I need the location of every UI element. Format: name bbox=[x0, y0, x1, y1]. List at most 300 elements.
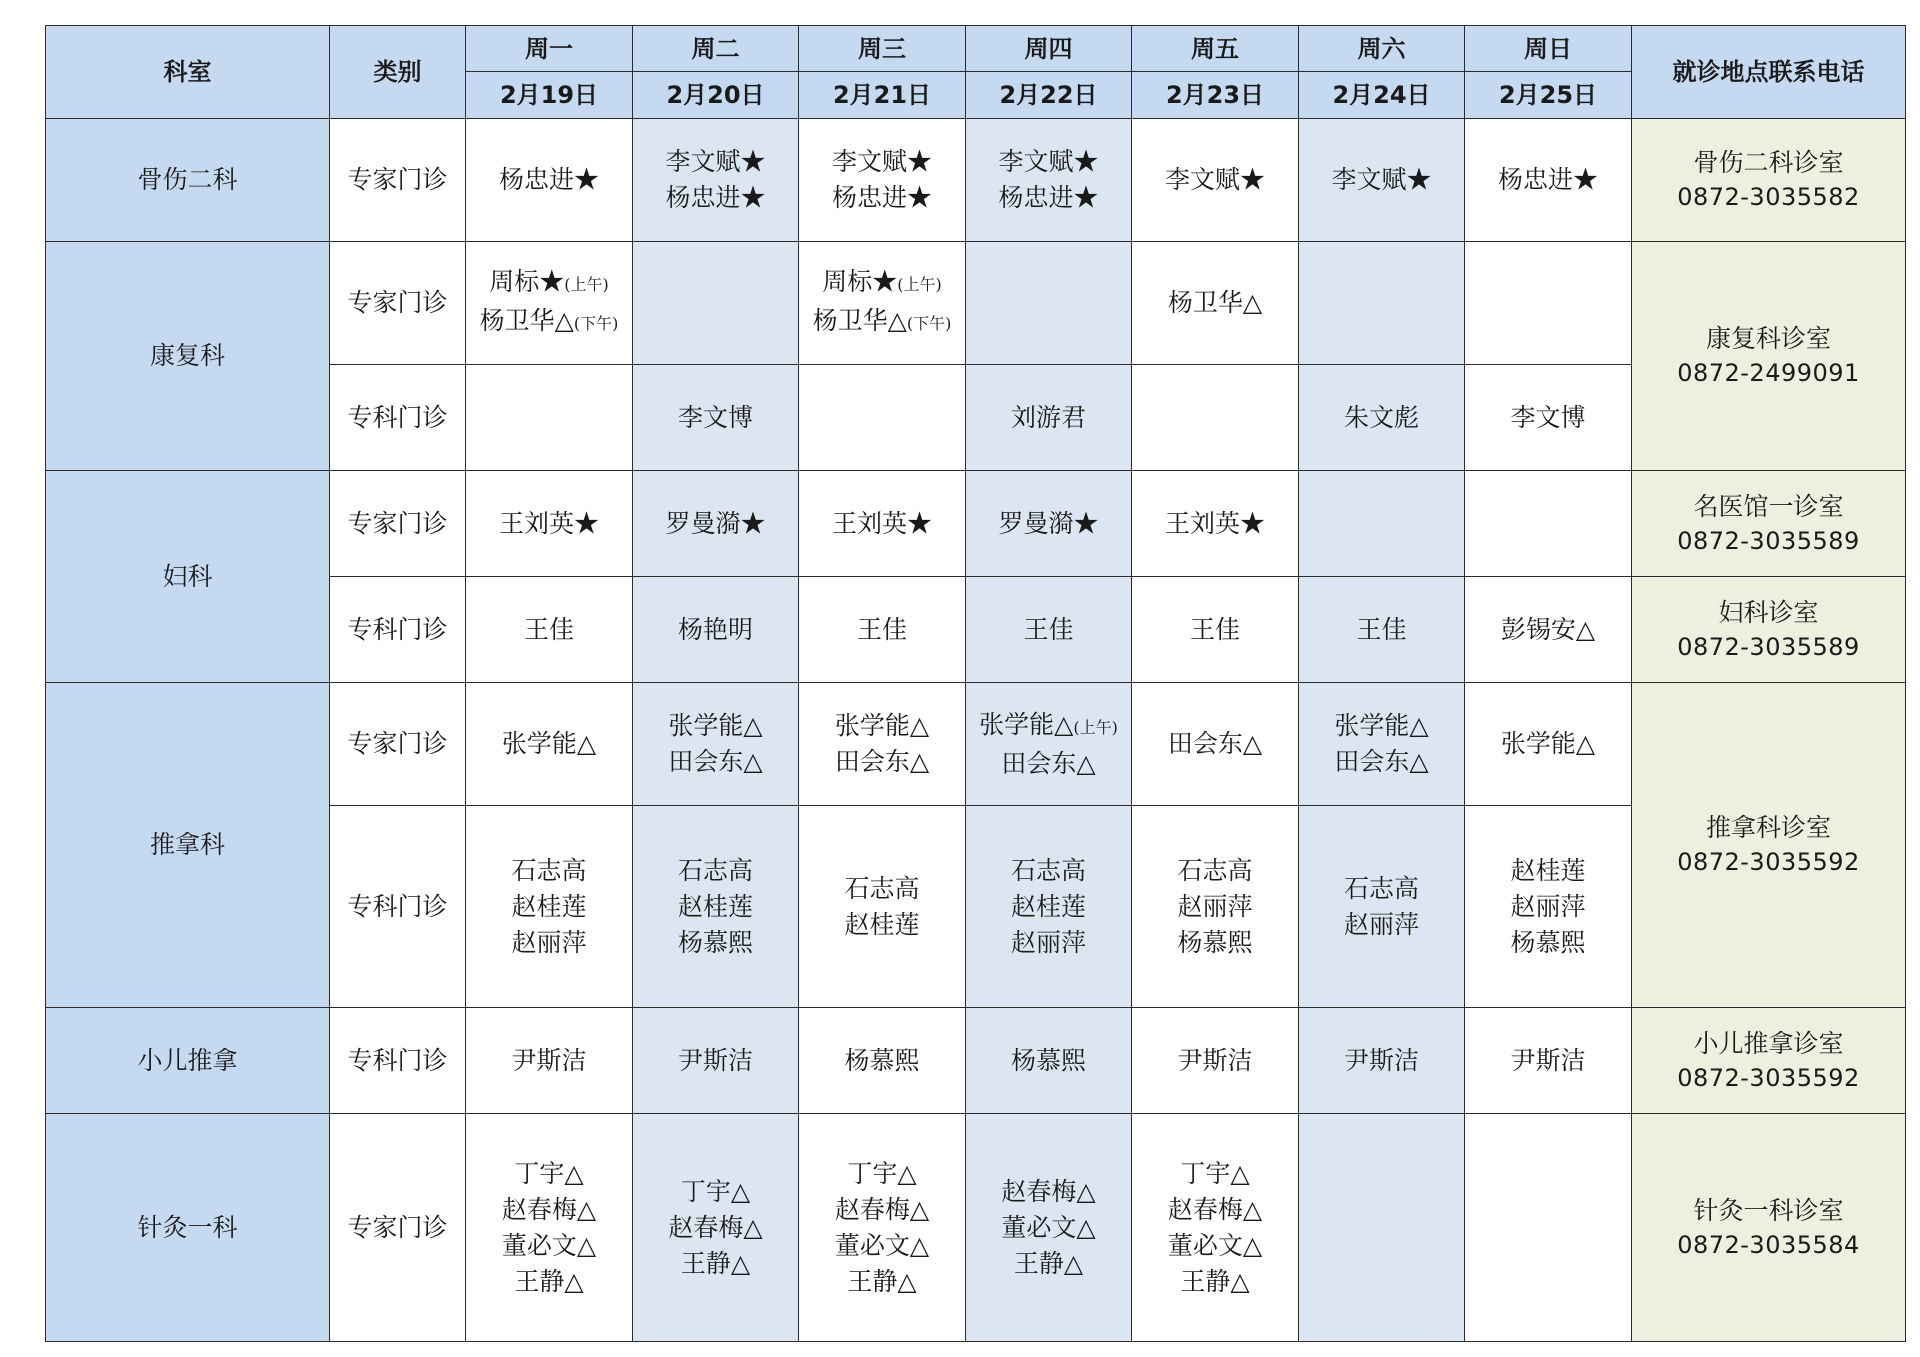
doctor-entry bbox=[966, 925, 1131, 961]
doctor-entry bbox=[466, 162, 632, 198]
doctor-entry bbox=[466, 506, 632, 542]
clinic-category: 专家门诊 bbox=[330, 471, 466, 577]
doctor-cell bbox=[1465, 365, 1632, 471]
doctor-name: 王佳 bbox=[856, 614, 907, 644]
doctor-entry bbox=[633, 1246, 798, 1282]
doctor-name: 赵丽萍 bbox=[511, 927, 587, 957]
location-room: 小儿推拿诊室 bbox=[1693, 1028, 1844, 1058]
header-weekday: 周二 bbox=[633, 26, 799, 72]
clinic-location bbox=[1632, 577, 1906, 683]
doctor-cell bbox=[1465, 119, 1632, 242]
doctor-cell bbox=[466, 1114, 633, 1342]
doctor-name: 张学能△ bbox=[979, 709, 1074, 739]
doctor-name: 尹斯洁 bbox=[511, 1045, 587, 1075]
header-weekday: 周日 bbox=[1465, 26, 1632, 72]
doctor-cell bbox=[966, 1008, 1132, 1114]
doctor-cell bbox=[466, 242, 633, 365]
doctor-name: 赵丽萍 bbox=[1510, 891, 1586, 921]
doctor-name: 赵春梅△ bbox=[501, 1194, 597, 1224]
doctor-entry bbox=[799, 1043, 965, 1079]
doctor-entry bbox=[966, 612, 1131, 648]
doctor-entry bbox=[1132, 612, 1298, 648]
doctor-cell bbox=[633, 577, 799, 683]
doctor-entry bbox=[799, 612, 965, 648]
doctor-name: 赵春梅△ bbox=[1001, 1176, 1096, 1206]
session-note: (上午) bbox=[1073, 717, 1118, 737]
clinic-location bbox=[1632, 1114, 1906, 1342]
header-dept: 科室 bbox=[46, 26, 330, 119]
clinic-category: 专家门诊 bbox=[330, 1114, 466, 1342]
clinic-category: 专家门诊 bbox=[330, 683, 466, 806]
doctor-entry bbox=[799, 144, 965, 180]
header-date: 2月19日 bbox=[466, 72, 633, 119]
doctor-name: 赵桂莲 bbox=[677, 891, 753, 921]
doctor-cell bbox=[1299, 471, 1465, 577]
doctor-entry bbox=[799, 871, 965, 907]
session-note: (上午) bbox=[897, 275, 942, 294]
doctor-entry bbox=[1299, 1043, 1464, 1079]
doctor-cell bbox=[466, 806, 633, 1008]
doctor-cell bbox=[1465, 242, 1632, 365]
location-phone: 0872-3035589 bbox=[1677, 632, 1860, 661]
doctor-cell bbox=[1299, 683, 1465, 806]
doctor-name: 李文赋★ bbox=[1331, 165, 1432, 194]
session-note: (上午) bbox=[564, 275, 609, 294]
doctor-entry bbox=[966, 1174, 1131, 1210]
doctor-name: 赵春梅△ bbox=[1167, 1194, 1263, 1224]
doctor-cell bbox=[966, 1114, 1132, 1342]
doctor-cell bbox=[466, 1008, 633, 1114]
clinic-schedule-table bbox=[45, 25, 1906, 1342]
doctor-cell bbox=[633, 1008, 799, 1114]
doctor-entry bbox=[966, 400, 1131, 436]
department-name: 推拿科 bbox=[46, 683, 330, 1008]
doctor-cell bbox=[466, 471, 633, 577]
doctor-entry bbox=[799, 506, 965, 542]
doctor-entry bbox=[1299, 162, 1464, 198]
location-phone: 0872-3035592 bbox=[1677, 1063, 1860, 1092]
doctor-cell bbox=[466, 683, 633, 806]
doctor-name: 丁宇△ bbox=[1180, 1158, 1250, 1188]
doctor-name: 石志高 bbox=[1343, 873, 1419, 903]
doctor-name: 杨慕熙 bbox=[677, 927, 753, 957]
department-name: 康复科 bbox=[46, 242, 330, 471]
doctor-entry bbox=[1132, 853, 1298, 889]
location-room: 名医馆一诊室 bbox=[1693, 491, 1844, 521]
header-date: 2月22日 bbox=[966, 72, 1132, 119]
doctor-cell bbox=[633, 119, 799, 242]
doctor-entry bbox=[466, 853, 632, 889]
header-date: 2月20日 bbox=[633, 72, 799, 119]
doctor-name: 赵桂莲 bbox=[511, 891, 587, 921]
doctor-cell bbox=[799, 1114, 966, 1342]
doctor-entry bbox=[633, 744, 798, 780]
doctor-cell bbox=[1132, 242, 1299, 365]
doctor-entry bbox=[466, 1043, 632, 1079]
clinic-category: 专家门诊 bbox=[330, 242, 466, 365]
doctor-entry bbox=[633, 1043, 798, 1079]
header-weekday: 周三 bbox=[799, 26, 966, 72]
doctor-entry bbox=[1299, 400, 1464, 436]
doctor-name: 杨艳明 bbox=[677, 614, 753, 644]
doctor-name: 王佳 bbox=[523, 614, 574, 644]
doctor-name: 罗曼漪★ bbox=[665, 508, 766, 538]
doctor-entry bbox=[1465, 726, 1631, 762]
doctor-entry bbox=[633, 144, 798, 180]
clinic-location bbox=[1632, 471, 1906, 577]
doctor-entry bbox=[799, 744, 965, 780]
doctor-name: 杨忠进★ bbox=[498, 165, 599, 194]
location-phone: 0872-2499091 bbox=[1677, 359, 1860, 387]
doctor-name: 张学能△ bbox=[1500, 729, 1596, 758]
doctor-cell bbox=[966, 577, 1132, 683]
doctor-name: 董必文△ bbox=[501, 1230, 597, 1260]
doctor-name: 尹斯洁 bbox=[1177, 1045, 1253, 1075]
doctor-entry bbox=[1465, 925, 1631, 961]
doctor-entry bbox=[1465, 612, 1631, 648]
session-note: (下午) bbox=[573, 314, 619, 333]
doctor-entry bbox=[633, 708, 798, 744]
doctor-name: 王刘英★ bbox=[498, 508, 599, 538]
doctor-name: 李文赋★ bbox=[831, 147, 932, 176]
doctor-name: 周标★ bbox=[489, 267, 565, 296]
doctor-entry bbox=[466, 303, 632, 342]
doctor-entry bbox=[799, 1264, 965, 1300]
doctor-name: 丁宇△ bbox=[680, 1176, 751, 1206]
doctor-cell bbox=[1132, 365, 1299, 471]
doctor-cell bbox=[1132, 683, 1299, 806]
header-category: 类别 bbox=[330, 26, 466, 119]
doctor-name: 丁宇△ bbox=[514, 1158, 584, 1188]
doctor-name: 石志高 bbox=[1010, 855, 1086, 885]
doctor-name: 董必文△ bbox=[1167, 1230, 1263, 1260]
doctor-name: 王静△ bbox=[514, 1266, 584, 1296]
doctor-entry bbox=[966, 1210, 1131, 1246]
doctor-name: 张学能△ bbox=[834, 711, 930, 740]
schedule-row bbox=[46, 471, 1906, 577]
doctor-entry bbox=[1132, 1192, 1298, 1228]
doctor-entry bbox=[966, 707, 1131, 746]
doctor-name: 王静△ bbox=[680, 1248, 751, 1278]
doctor-cell bbox=[966, 119, 1132, 242]
doctor-entry bbox=[1132, 1156, 1298, 1192]
location-phone: 0872-3035582 bbox=[1677, 183, 1860, 211]
doctor-name: 王佳 bbox=[1356, 614, 1407, 644]
doctor-cell bbox=[1465, 471, 1632, 577]
clinic-category: 专科门诊 bbox=[330, 1008, 466, 1114]
doctor-entry bbox=[1132, 285, 1298, 321]
doctor-name: 赵春梅△ bbox=[668, 1212, 763, 1242]
doctor-entry bbox=[799, 1228, 965, 1264]
doctor-entry bbox=[799, 264, 965, 303]
location-room: 针灸一科诊室 bbox=[1693, 1195, 1844, 1225]
doctor-entry bbox=[466, 1228, 632, 1264]
header-weekday: 周四 bbox=[966, 26, 1132, 72]
doctor-cell bbox=[633, 242, 799, 365]
doctor-name: 彭锡安△ bbox=[1500, 614, 1596, 644]
doctor-entry bbox=[466, 889, 632, 925]
header-weekday: 周五 bbox=[1132, 26, 1299, 72]
doctor-name: 杨慕熙 bbox=[844, 1045, 920, 1075]
doctor-entry bbox=[1465, 162, 1631, 198]
doctor-cell bbox=[1465, 1114, 1632, 1342]
location-phone: 0872-3035584 bbox=[1677, 1230, 1860, 1259]
doctor-cell bbox=[1299, 1114, 1465, 1342]
doctor-cell bbox=[633, 806, 799, 1008]
doctor-cell bbox=[966, 471, 1132, 577]
doctor-name: 董必文△ bbox=[834, 1230, 930, 1260]
doctor-name: 赵丽萍 bbox=[1177, 891, 1253, 921]
doctor-cell bbox=[466, 365, 633, 471]
header-weekday: 周一 bbox=[466, 26, 633, 72]
header-weekday: 周六 bbox=[1299, 26, 1465, 72]
doctor-name: 尹斯洁 bbox=[1510, 1045, 1586, 1075]
department-name: 小儿推拿 bbox=[46, 1008, 330, 1114]
doctor-name: 杨慕熙 bbox=[1010, 1045, 1086, 1075]
doctor-name: 朱文彪 bbox=[1343, 402, 1419, 432]
schedule-body bbox=[46, 119, 1906, 1342]
doctor-entry bbox=[466, 726, 632, 762]
doctor-entry bbox=[1465, 853, 1631, 889]
doctor-name: 赵春梅△ bbox=[834, 1194, 930, 1224]
location-phone: 0872-3035589 bbox=[1677, 526, 1860, 555]
doctor-cell bbox=[799, 1008, 966, 1114]
doctor-cell bbox=[1299, 119, 1465, 242]
doctor-entry bbox=[466, 612, 632, 648]
doctor-entry bbox=[799, 1156, 965, 1192]
header-location: 就诊地点联系电话 bbox=[1632, 26, 1906, 119]
location-room: 骨伤二科诊室 bbox=[1693, 148, 1844, 177]
doctor-entry bbox=[1465, 1043, 1631, 1079]
doctor-cell bbox=[633, 365, 799, 471]
doctor-name: 杨卫华△ bbox=[812, 306, 907, 335]
doctor-entry bbox=[1299, 708, 1464, 744]
doctor-entry bbox=[799, 1192, 965, 1228]
schedule-row bbox=[46, 1008, 1906, 1114]
doctor-cell bbox=[799, 242, 966, 365]
doctor-cell bbox=[799, 806, 966, 1008]
doctor-entry bbox=[966, 746, 1131, 782]
doctor-cell bbox=[1465, 683, 1632, 806]
clinic-category: 专科门诊 bbox=[330, 365, 466, 471]
doctor-cell bbox=[633, 683, 799, 806]
doctor-cell bbox=[1132, 577, 1299, 683]
doctor-name: 丁宇△ bbox=[847, 1158, 917, 1188]
doctor-entry bbox=[633, 612, 798, 648]
doctor-entry bbox=[633, 925, 798, 961]
location-room: 康复科诊室 bbox=[1705, 324, 1831, 353]
doctor-entry bbox=[466, 925, 632, 961]
doctor-entry bbox=[633, 1210, 798, 1246]
doctor-cell bbox=[466, 577, 633, 683]
doctor-entry bbox=[966, 180, 1131, 216]
doctor-entry bbox=[1132, 726, 1298, 762]
doctor-entry bbox=[466, 1156, 632, 1192]
header-date: 2月21日 bbox=[799, 72, 966, 119]
doctor-name: 李文博 bbox=[677, 402, 753, 432]
clinic-location bbox=[1632, 242, 1906, 471]
doctor-name: 罗曼漪★ bbox=[998, 508, 1099, 538]
doctor-cell bbox=[966, 683, 1132, 806]
doctor-cell bbox=[966, 806, 1132, 1008]
doctor-name: 田会东△ bbox=[834, 747, 930, 776]
doctor-cell bbox=[799, 683, 966, 806]
location-room: 妇科诊室 bbox=[1718, 597, 1819, 627]
doctor-name: 尹斯洁 bbox=[677, 1045, 753, 1075]
doctor-name: 董必文△ bbox=[1001, 1212, 1096, 1242]
doctor-name: 王佳 bbox=[1189, 614, 1240, 644]
session-note: (下午) bbox=[906, 314, 952, 333]
doctor-entry bbox=[1299, 612, 1464, 648]
schedule-row bbox=[46, 119, 1906, 242]
doctor-name: 石志高 bbox=[1177, 855, 1253, 885]
doctor-entry bbox=[966, 889, 1131, 925]
clinic-location bbox=[1632, 1008, 1906, 1114]
doctor-cell bbox=[1132, 119, 1299, 242]
schedule-row bbox=[46, 242, 1906, 365]
doctor-name: 赵桂莲 bbox=[1510, 855, 1586, 885]
doctor-name: 赵丽萍 bbox=[1343, 909, 1419, 939]
doctor-entry bbox=[966, 1043, 1131, 1079]
doctor-name: 张学能△ bbox=[501, 729, 597, 758]
doctor-name: 杨慕熙 bbox=[1510, 927, 1586, 957]
clinic-category: 专科门诊 bbox=[330, 577, 466, 683]
header-date: 2月25日 bbox=[1465, 72, 1632, 119]
doctor-cell bbox=[1299, 806, 1465, 1008]
clinic-location bbox=[1632, 683, 1906, 1008]
doctor-name: 杨忠进★ bbox=[1497, 165, 1598, 194]
location-room: 推拿科诊室 bbox=[1705, 813, 1831, 842]
doctor-cell bbox=[799, 471, 966, 577]
doctor-cell bbox=[466, 119, 633, 242]
doctor-name: 田会东△ bbox=[1001, 748, 1096, 778]
doctor-entry bbox=[633, 180, 798, 216]
doctor-entry bbox=[633, 853, 798, 889]
doctor-name: 杨忠进★ bbox=[665, 183, 766, 212]
doctor-name: 李文赋★ bbox=[665, 147, 766, 176]
doctor-name: 石志高 bbox=[677, 855, 753, 885]
doctor-entry bbox=[1132, 925, 1298, 961]
doctor-cell bbox=[1132, 1114, 1299, 1342]
doctor-entry bbox=[1132, 889, 1298, 925]
doctor-cell bbox=[1132, 806, 1299, 1008]
department-name: 针灸一科 bbox=[46, 1114, 330, 1342]
schedule-row bbox=[46, 1114, 1906, 1342]
doctor-entry bbox=[1132, 1264, 1298, 1300]
doctor-cell bbox=[1465, 1008, 1632, 1114]
doctor-name: 张学能△ bbox=[1334, 711, 1429, 740]
doctor-cell bbox=[799, 119, 966, 242]
doctor-entry bbox=[466, 1192, 632, 1228]
clinic-category: 专家门诊 bbox=[330, 119, 466, 242]
doctor-name: 田会东△ bbox=[668, 747, 763, 776]
doctor-entry bbox=[966, 506, 1131, 542]
doctor-entry bbox=[466, 1264, 632, 1300]
doctor-entry bbox=[799, 303, 965, 342]
doctor-name: 王刘英★ bbox=[1164, 508, 1265, 538]
doctor-name: 赵桂莲 bbox=[1010, 891, 1086, 921]
doctor-cell bbox=[1132, 471, 1299, 577]
doctor-entry bbox=[1299, 907, 1464, 943]
doctor-entry bbox=[633, 889, 798, 925]
doctor-cell bbox=[1132, 1008, 1299, 1114]
doctor-name: 杨卫华△ bbox=[1167, 288, 1263, 317]
doctor-entry bbox=[1299, 871, 1464, 907]
doctor-name: 赵丽萍 bbox=[1010, 927, 1086, 957]
doctor-cell bbox=[1299, 577, 1465, 683]
doctor-name: 王佳 bbox=[1023, 614, 1074, 644]
doctor-name: 田会东△ bbox=[1334, 747, 1429, 776]
doctor-entry bbox=[1132, 1043, 1298, 1079]
clinic-location bbox=[1632, 119, 1906, 242]
doctor-entry bbox=[1299, 744, 1464, 780]
doctor-name: 张学能△ bbox=[668, 711, 763, 740]
doctor-entry bbox=[1132, 162, 1298, 198]
clinic-category: 专科门诊 bbox=[330, 806, 466, 1008]
doctor-name: 李文赋★ bbox=[998, 147, 1099, 176]
doctor-entry bbox=[1132, 1228, 1298, 1264]
doctor-entry bbox=[799, 708, 965, 744]
doctor-name: 周标★ bbox=[822, 267, 898, 296]
doctor-cell bbox=[966, 242, 1132, 365]
doctor-name: 田会东△ bbox=[1167, 729, 1263, 758]
doctor-entry bbox=[966, 144, 1131, 180]
doctor-cell bbox=[633, 1114, 799, 1342]
doctor-entry bbox=[799, 180, 965, 216]
doctor-entry bbox=[966, 853, 1131, 889]
header-date: 2月23日 bbox=[1132, 72, 1299, 119]
doctor-cell bbox=[1465, 806, 1632, 1008]
doctor-name: 赵桂莲 bbox=[844, 909, 920, 939]
doctor-cell bbox=[1299, 1008, 1465, 1114]
doctor-name: 李文赋★ bbox=[1164, 165, 1265, 194]
department-name: 骨伤二科 bbox=[46, 119, 330, 242]
doctor-name: 石志高 bbox=[511, 855, 587, 885]
doctor-name: 杨忠进★ bbox=[998, 183, 1099, 212]
doctor-entry bbox=[799, 907, 965, 943]
doctor-cell bbox=[1299, 365, 1465, 471]
doctor-name: 石志高 bbox=[844, 873, 920, 903]
doctor-entry bbox=[633, 1174, 798, 1210]
doctor-cell bbox=[799, 365, 966, 471]
doctor-name: 刘游君 bbox=[1010, 402, 1086, 432]
doctor-cell bbox=[1299, 242, 1465, 365]
doctor-name: 王刘英★ bbox=[831, 508, 932, 538]
doctor-entry bbox=[633, 400, 798, 436]
doctor-name: 王静△ bbox=[847, 1266, 917, 1296]
doctor-entry bbox=[1465, 400, 1631, 436]
doctor-name: 杨慕熙 bbox=[1177, 927, 1253, 957]
doctor-entry bbox=[633, 506, 798, 542]
doctor-entry bbox=[966, 1246, 1131, 1282]
doctor-name: 杨忠进★ bbox=[831, 183, 932, 212]
location-phone: 0872-3035592 bbox=[1677, 848, 1860, 876]
doctor-name: 杨卫华△ bbox=[479, 306, 574, 335]
doctor-cell bbox=[1465, 577, 1632, 683]
department-name: 妇科 bbox=[46, 471, 330, 683]
doctor-name: 李文博 bbox=[1510, 402, 1586, 432]
doctor-cell bbox=[633, 471, 799, 577]
doctor-cell bbox=[799, 577, 966, 683]
doctor-entry bbox=[1132, 506, 1298, 542]
doctor-cell bbox=[966, 365, 1132, 471]
doctor-name: 尹斯洁 bbox=[1343, 1045, 1419, 1075]
schedule-row bbox=[46, 683, 1906, 806]
doctor-entry bbox=[1465, 889, 1631, 925]
doctor-name: 王静△ bbox=[1013, 1248, 1084, 1278]
doctor-name: 王静△ bbox=[1180, 1266, 1250, 1296]
doctor-entry bbox=[466, 264, 632, 303]
